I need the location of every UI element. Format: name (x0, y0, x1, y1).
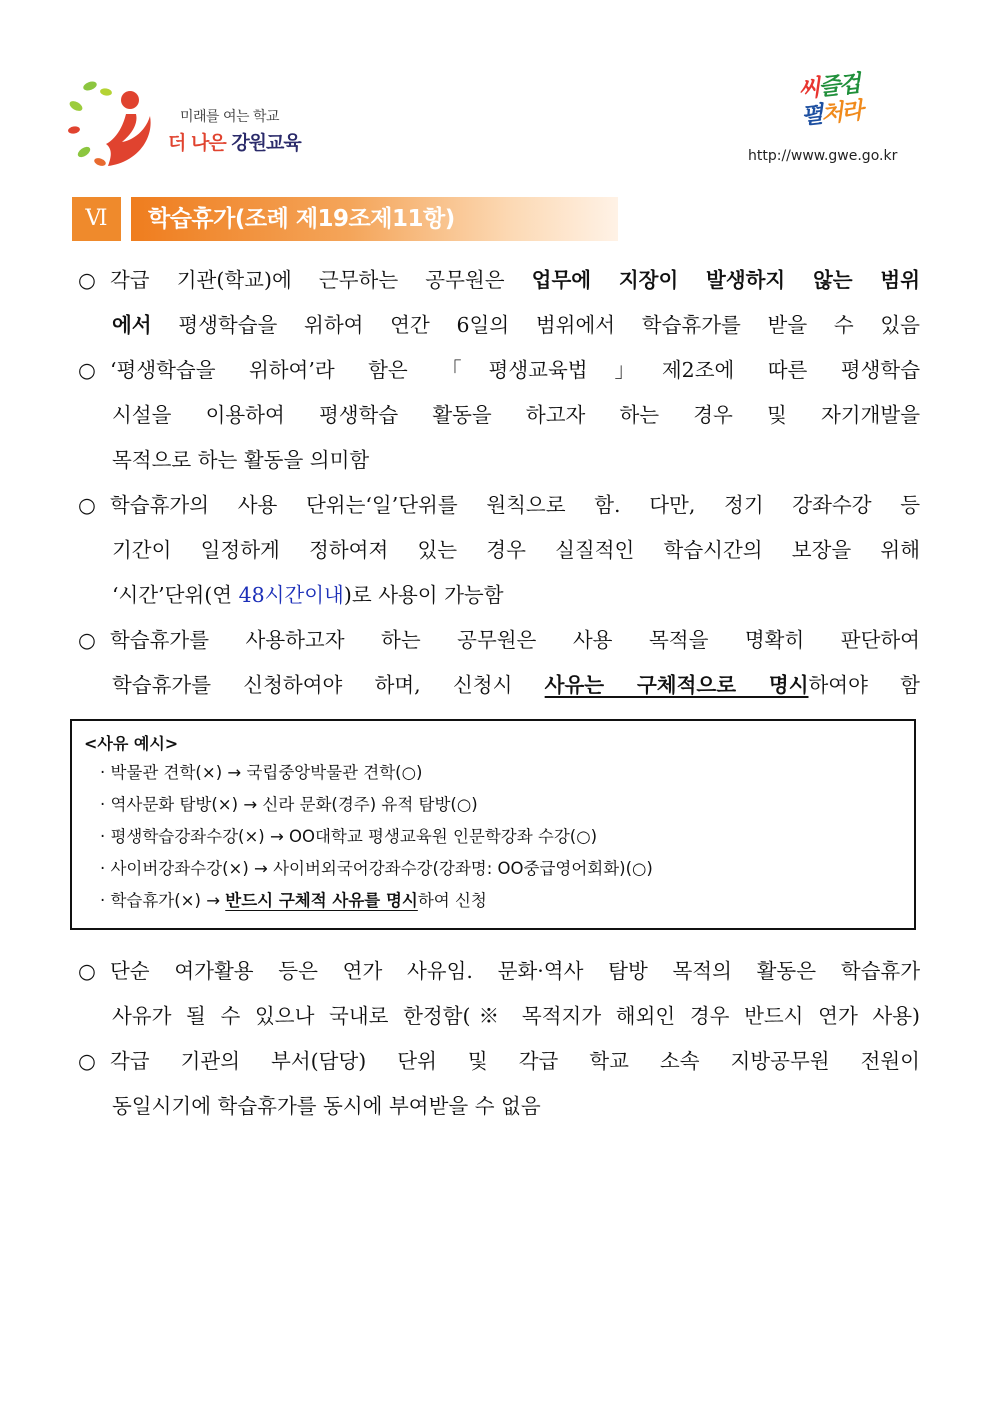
bullet: ○ (78, 1049, 96, 1073)
paragraph-5 (78, 949, 920, 1039)
example-item: · 사이버강좌수강(×) → 사이버외국어강좌수강(강좌명: OO중급영어회화)(○) (100, 859, 653, 878)
paragraph-line: 사유가 될 수 있으나 국내로 한정함(※ 목적지가 해외인 경우 반드시 연가 사용) (112, 1004, 920, 1028)
paragraph-line: 각급 기관(학교)에 근무하는 공무원은 업무에 지장이 발생하지 않는 범위 (110, 268, 920, 292)
gangwon-brand-logo (770, 70, 890, 144)
paragraph-line: 동일시기에 학습휴가를 동시에 부여받을 수 없음 (112, 1094, 541, 1118)
paragraph-line: 학습휴가를 사용하고자 하는 공무원은 사용 목적을 명확히 판단하여 (110, 628, 920, 652)
example-title: <사유 예시> (84, 734, 179, 753)
example-item: · 박물관 견학(×) → 국립중앙박물관 견학(○) (100, 763, 423, 782)
slogan-text: 미래를 여는 학교 (180, 109, 280, 125)
bullet: ○ (78, 358, 96, 382)
section-header (72, 197, 618, 241)
paragraph-3 (78, 483, 920, 618)
example-box (70, 719, 916, 930)
paragraph-1 (78, 258, 920, 348)
section-title: 학습휴가(조례 제19조제11항) (131, 197, 618, 241)
bullet: ○ (78, 959, 96, 983)
paragraph-2 (78, 348, 920, 483)
paragraph-line: 각급 기관의 부서(담당) 단위 및 각급 학교 소속 지방공무원 전원이 (110, 1049, 920, 1073)
section-number: Ⅵ (72, 197, 121, 241)
education-office-logo (68, 78, 328, 170)
bullet: ○ (78, 268, 96, 292)
paragraph-line: ‘평생학습을 위하여’라 함은 「평생교육법」제2조에 따른 평생학습 (110, 358, 920, 382)
paragraph-line: 학습휴가를 신청하여야 하며, 신청시 사유는 구체적으로 명시하여야 함 (112, 673, 920, 697)
paragraph-line: 기간이 일정하게 정하여져 있는 경우 실질적인 학습시간의 보장을 위해 (112, 538, 920, 562)
person-leaf-logo-icon (68, 78, 168, 170)
bullet: ○ (78, 493, 96, 517)
example-item: · 학습휴가(×) → 반드시 구체적 사유를 명시하여 신청 (100, 891, 487, 910)
paragraph-line: 단순 여가활용 등은 연가 사유임. 문화·역사 탐방 목적의 활동은 학습휴가 (110, 959, 920, 983)
paragraph-line: ‘시간’단위(연 48시간이내)로 사용이 가능함 (112, 583, 504, 607)
paragraph-6 (78, 1039, 920, 1129)
paragraph-4 (78, 618, 920, 708)
example-item: · 평생학습강좌수강(×) → OO대학교 평생교육원 인문학강좌 수강(○) (100, 827, 598, 846)
example-item: · 역사문화 탐방(×) → 신라 문화(경주) 유적 탐방(○) (100, 795, 478, 814)
brand-calligraphy: 씨즐겁 펼처라 (797, 70, 863, 131)
paragraph-line: 에서 평생학습을 위하여 연간 6일의 범위에서 학습휴가를 받을 수 있음 (112, 313, 920, 337)
brand-name: 더 나은 강원교육 (168, 132, 301, 154)
website-url: http://www.gwe.go.kr (748, 148, 898, 164)
paragraph-line: 학습휴가의 사용 단위는‘일’단위를 원칙으로 함. 다만, 정기 강좌수강 등 (110, 493, 920, 517)
bullet: ○ (78, 628, 96, 652)
paragraph-line: 시설을 이용하여 평생학습 활동을 하고자 하는 경우 및 자기개발을 (112, 403, 920, 427)
paragraph-line: 목적으로 하는 활동을 의미함 (112, 448, 370, 472)
